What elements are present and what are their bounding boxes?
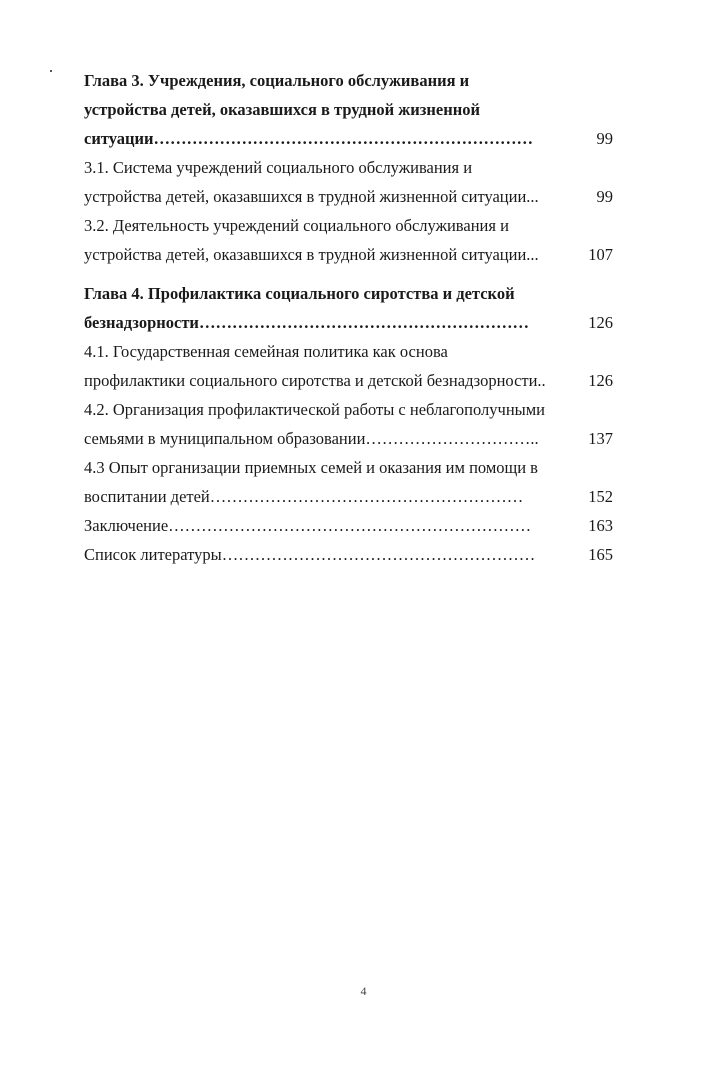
section-3-2-line2 xyxy=(84,240,629,269)
conclusion-text: Заключение………………………………………………………… xyxy=(84,516,532,535)
bibliography-text: Список литературы………………………………………………… xyxy=(84,545,536,564)
section-3-1-line1: 3.1. Система учреждений социального обслуживания и xyxy=(84,158,473,177)
section-4-3-line1: 4.3 Опыт организации приемных семей и оказания им помощи в xyxy=(84,458,538,477)
section-3-2-text: устройства детей, оказавшихся в трудной жизненной ситуации... xyxy=(84,245,539,264)
section-4-1-text: профилактики социального сиротства и детской безнадзорности.. xyxy=(84,371,546,390)
chapter4-page: 126 xyxy=(588,313,613,332)
section-4-2-line1: 4.2. Организация профилактической работы с неблагополучными xyxy=(84,400,546,419)
section-3-1-line2 xyxy=(84,182,629,211)
section-4-2-line2 xyxy=(84,424,629,453)
chapter3-title-line2: устройства детей, оказавшихся в трудной жизненной xyxy=(84,100,480,119)
chapter3-page: 99 xyxy=(596,129,613,148)
chapter3-title-text: ситуации…………………………………………………………… xyxy=(84,129,534,148)
chapter4-title-text: безнадзорности…………………………………………………… xyxy=(84,313,529,332)
bibliography-page: 165 xyxy=(588,545,613,564)
scan-speck xyxy=(50,70,52,72)
chapter4-title-line1: Глава 4. Профилактика социального сиротства и детской xyxy=(84,284,515,303)
conclusion-page: 163 xyxy=(588,516,613,535)
page-number: 4 xyxy=(360,984,367,998)
section-3-2-line1: 3.2. Деятельность учреждений социального обслуживания и xyxy=(84,216,509,235)
section-4-3-line2 xyxy=(84,482,629,511)
section-3-1-text: устройства детей, оказавшихся в трудной жизненной ситуации... xyxy=(84,187,539,206)
chapter4-title-line2 xyxy=(84,308,629,337)
chapter3-title-line1: Глава 3. Учреждения, социального обслуживания и xyxy=(84,71,470,90)
chapter3-title-line3 xyxy=(84,124,629,153)
section-3-2-page: 107 xyxy=(588,245,613,264)
section-4-2-page: 137 xyxy=(588,429,613,448)
bibliography-line xyxy=(84,540,629,569)
section-4-3-text: воспитании детей………………………………………………… xyxy=(84,487,524,506)
section-4-1-line1: 4.1. Государственная семейная политика как основа xyxy=(84,342,448,361)
section-4-1-line2 xyxy=(84,366,629,395)
conclusion-line xyxy=(84,511,629,540)
section-4-2-text: семьями в муниципальном образовании………………………….. xyxy=(84,429,539,448)
table-of-contents xyxy=(84,66,629,569)
section-4-3-page: 152 xyxy=(588,487,613,506)
spacer xyxy=(84,269,629,279)
section-4-1-page: 126 xyxy=(588,371,613,390)
section-3-1-page: 99 xyxy=(596,187,613,206)
